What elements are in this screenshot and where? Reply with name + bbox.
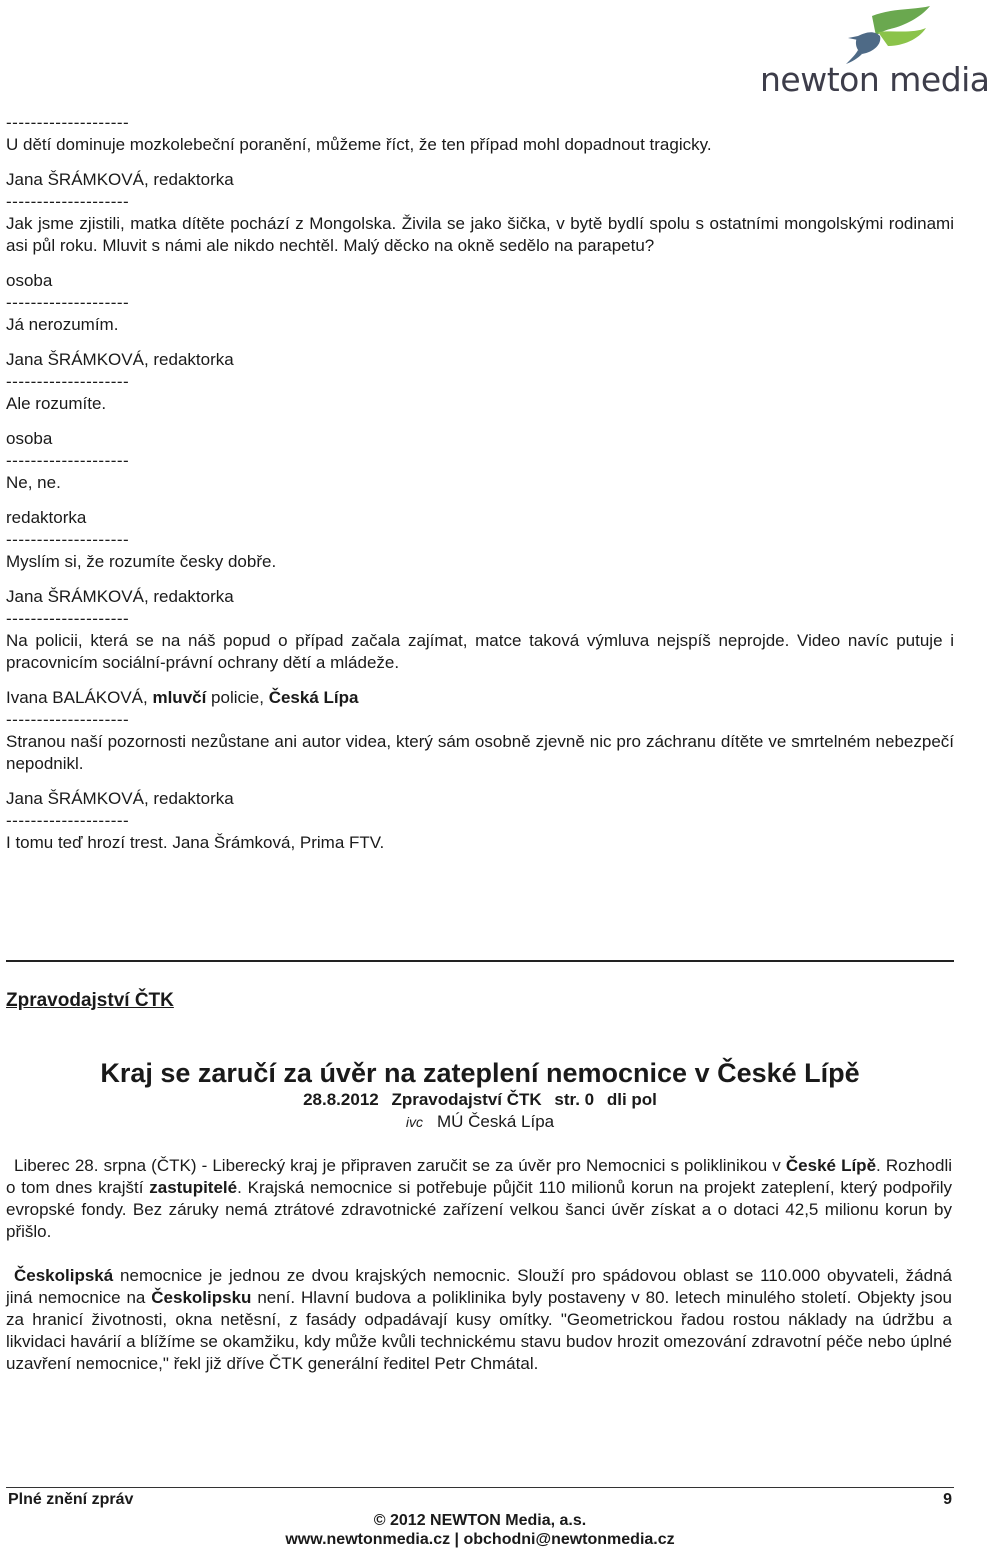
text-run: . Krajská nemocnice si potřebuje půjčit 110 milionů korun na projekt zateplení, který podpořily evropské fondy. Bez záruky nemá ztrátové zdravotnické zařízení velkou šanci úvěr získat a o dotaci 42,5 milionu korun by přišlo.	[6, 1178, 953, 1241]
speaker-name: Jana ŠRÁMKOVÁ, redaktorka	[6, 587, 234, 606]
transcript-text: Myslím si, že rozumíte česky dobře.	[6, 552, 277, 571]
transcript-text: Stranou naší pozornosti nezůstane ani autor videa, který sám osobně zjevně nic pro záchranu dítěte ve smrtelném nebezpečí nepodnikl.	[6, 732, 954, 773]
article-category: dli pol	[606, 1090, 657, 1109]
contact-links[interactable]: www.newtonmedia.cz | obchodni@newtonmedia.cz	[285, 1531, 675, 1548]
transcript-text: U dětí dominuje mozkolebeční poranění, můžeme říct, že ten případ mohl dopadnout tragicky.	[6, 135, 712, 154]
highlighted-term: zastupitelé	[149, 1178, 238, 1197]
speaker-name: osoba	[6, 271, 53, 290]
speaker-name: Jana ŠRÁMKOVÁ, redaktorka	[6, 350, 234, 369]
text-run: Liberec 28. srpna (ČTK) - Liberecký kraj je připraven zaručit se za úvěr pro Nemocnici s poliklinikou v	[14, 1156, 786, 1175]
section-link[interactable]: Zpravodajství ČTK	[6, 990, 174, 1011]
article-meta	[0, 1090, 960, 1110]
transcript	[6, 112, 954, 867]
speaker-name: Jana ŠRÁMKOVÁ, redaktorka	[6, 789, 234, 808]
transcript-block	[6, 687, 954, 775]
speaker-part-bold: mluvčí	[152, 688, 207, 707]
separator: --------------------	[6, 710, 130, 729]
speaker-name: redaktorka	[6, 508, 87, 527]
separator: --------------------	[6, 609, 130, 628]
separator: --------------------	[6, 113, 130, 132]
speaker-name: Jana ŠRÁMKOVÁ, redaktorka	[6, 170, 234, 189]
highlighted-term: Českolipsku	[151, 1288, 252, 1307]
transcript-block	[6, 788, 954, 854]
transcript-text: Jak jsme zjistili, matka dítěte pochází z Mongolska. Živila se jako šička, v bytě bydlí spolu s ostatními mongolskými rodinami asi půl roku. Mluvit s námi ale nikdo nechtěl. Malý děcko na okně sedělo na parapetu?	[6, 214, 954, 255]
text-run: není. Hlavní budova a poliklinika byly postaveny v 80. letech minulého století. Objekty jsou za hranicí životnosti, okna netěsní, z fasády odpadávají kusy omítky. "Geometrickou řadou rostou náklady na údržbu a likvidaci havárií a blížíme se okamžiku, kdy může kvůli technickému stavu budov hrozit omezování zdravotní péče nebo úplné uzavření nemocnice," řekl již dříve ČTK generální ředitel Petr Chmátal.	[6, 1288, 952, 1373]
speaker-part: policie,	[206, 688, 269, 707]
transcript-text: Já nerozumím.	[6, 315, 119, 334]
article-date: 28.8.2012	[303, 1090, 379, 1109]
text-run: . Rozhodli o tom dnes krajští	[6, 1156, 952, 1197]
article-source: Zpravodajství ČTK	[391, 1090, 542, 1109]
article-paragraph	[6, 1265, 952, 1375]
highlighted-term: Českolipská	[14, 1266, 114, 1285]
separator: --------------------	[6, 372, 130, 391]
transcript-block	[6, 507, 954, 573]
transcript-text: Ne, ne.	[6, 473, 61, 492]
transcript-text: I tomu teď hrozí trest. Jana Šrámková, Prima FTV.	[6, 833, 385, 852]
speaker-name	[6, 687, 954, 709]
copyright: © 2012 NEWTON Media, a.s.	[373, 1512, 587, 1529]
footer-divider	[6, 1487, 954, 1488]
separator: --------------------	[6, 192, 130, 211]
article-page: str. 0	[554, 1090, 595, 1109]
author-code: ivc	[405, 1114, 423, 1130]
speaker-part: Ivana BALÁKOVÁ,	[6, 688, 153, 707]
speaker-part-bold: Česká Lípa	[268, 688, 359, 707]
speaker-name: osoba	[6, 429, 53, 448]
newton-media-logo	[760, 6, 990, 99]
transcript-block	[6, 169, 954, 257]
page-number: 9	[943, 1491, 952, 1508]
transcript-block	[6, 270, 954, 336]
separator: --------------------	[6, 451, 130, 470]
hummingbird-icon	[822, 6, 942, 66]
article-title: Kraj se zaručí za úvěr na zateplení nemocnice v České Lípě	[100, 1058, 860, 1088]
article-paragraph	[6, 1155, 952, 1243]
transcript-text: Na policii, která se na náš popud o případ začala zajímat, matce taková výmluva nejspíš neprojde. Video navíc putuje i pracovnicím sociální-právní ochrany dětí a mládeže.	[6, 631, 954, 672]
transcript-block	[6, 349, 954, 415]
separator: --------------------	[6, 811, 130, 830]
separator: --------------------	[6, 293, 130, 312]
transcript-block	[6, 112, 954, 156]
transcript-text: Ale rozumíte.	[6, 394, 107, 413]
text-run: nemocnice je jednou ze dvou krajských nemocnic. Slouží pro spádovou oblast se 110.000 obyvateli, žádná jiná nemocnice na	[6, 1266, 952, 1307]
footer-info	[0, 1511, 960, 1549]
highlighted-term: České Lípě	[785, 1156, 877, 1175]
logo-text: newton media	[760, 60, 990, 99]
transcript-block	[6, 428, 954, 494]
transcript-block	[6, 586, 954, 674]
article-author	[0, 1112, 960, 1132]
footer-label: Plné znění zpráv	[8, 1491, 134, 1508]
article-body	[6, 1155, 952, 1397]
divider	[6, 960, 954, 962]
article-region: MÚ Česká Lípa	[436, 1112, 555, 1131]
separator: --------------------	[6, 530, 130, 549]
